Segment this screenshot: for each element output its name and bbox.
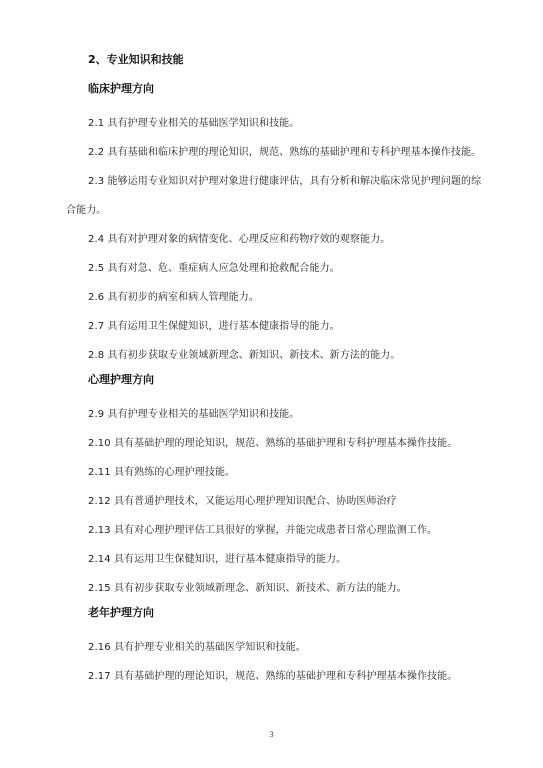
list-item: 2.15 具有初步获取专业领域新理念、新知识、新技术、新方法的能力。 (88, 583, 407, 594)
list-item: 2.11 具有熟练的心理护理技能。 (88, 467, 236, 478)
section-title: 2、专业知识和技能 (88, 53, 184, 66)
list-item: 2.12 具有普通护理技术，又能运用心理护理知识配合、协助医师治疗 (88, 496, 397, 507)
list-item: 2.1 具有护理专业相关的基础医学知识和技能。 (88, 118, 300, 129)
list-item: 2.8 具有初步获取专业领域新理念、新知识、新技术、新方法的能力。 (88, 350, 401, 361)
group-heading-geriatric: 老年护理方向 (88, 606, 154, 619)
list-item: 2.3 能够运用专业知识对护理对象进行健康评估，具有分析和解决临床常见护理问题的综合能力。 (66, 176, 482, 216)
list-item: 2.2 具有基础和临床护理的理论知识，规范、熟练的基础护理和专科护理基本操作技能。 (88, 147, 482, 158)
list-item: 2.16 具有护理专业相关的基础医学知识和技能。 (88, 642, 306, 653)
list-item: 2.7 具有运用卫生保健知识，进行基本健康指导的能力。 (88, 321, 340, 332)
list-item: 2.10 具有基础护理的理论知识，规范、熟练的基础护理和专科护理基本操作技能。 (88, 438, 458, 449)
page-content (66, 52, 486, 691)
list-item: 2.14 具有运用卫生保健知识，进行基本健康指导的能力。 (88, 554, 347, 565)
list-item: 2.4 具有对护理对象的病情变化、心理反应和药物疗效的观察能力。 (88, 234, 391, 245)
list-item: 2.9 具有护理专业相关的基础医学知识和技能。 (88, 409, 300, 420)
list-item: 2.13 具有对心理护理评估工具很好的掌握，并能完成患者日常心理监测工作。 (88, 525, 438, 536)
list-item: 2.5 具有对急、危、重症病人应急处理和抢救配合能力。 (88, 263, 340, 274)
group-heading-clinical: 临床护理方向 (88, 82, 154, 95)
group-heading-psychological: 心理护理方向 (88, 373, 154, 386)
list-item: 2.6 具有初步的病室和病人管理能力。 (88, 292, 259, 303)
list-item: 2.17 具有基础护理的理论知识，规范、熟练的基础护理和专科护理基本操作技能。 (88, 671, 458, 682)
page-number: 3 (269, 730, 274, 739)
